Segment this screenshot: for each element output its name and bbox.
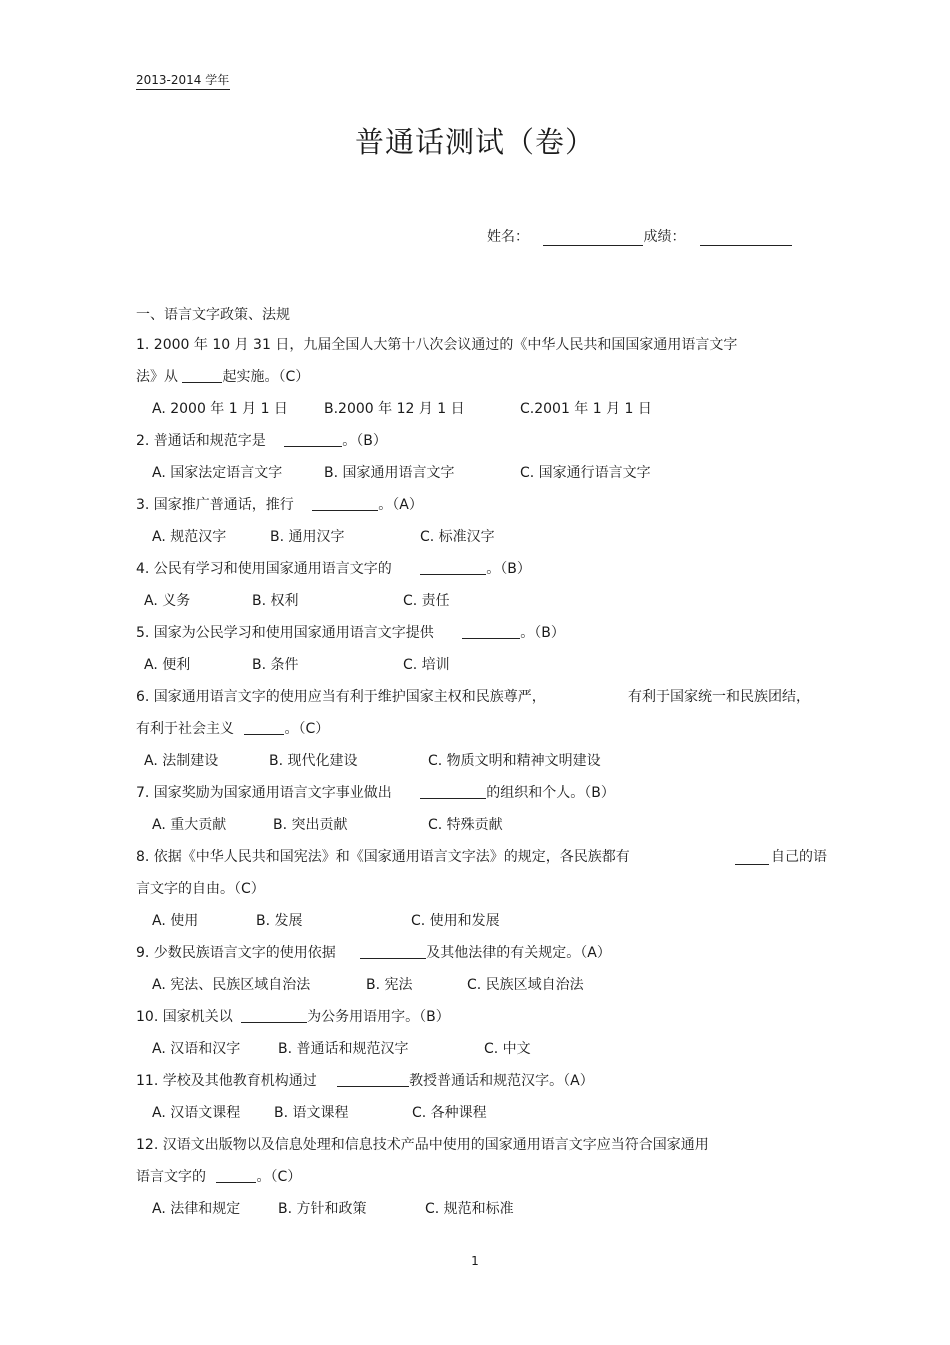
answer-key: 。（C） bbox=[284, 721, 330, 737]
question-text: 4. 公民有学习和使用国家通用语言文字的 bbox=[136, 561, 392, 577]
question-1-cont bbox=[0, 366, 950, 388]
question-text: 9. 少数民族语言文字的使用依据 bbox=[136, 945, 336, 961]
question-11-options bbox=[0, 1102, 950, 1124]
answer-blank[interactable] bbox=[462, 624, 520, 639]
question-9-options bbox=[0, 974, 950, 996]
option-b: B. 现代化建设 bbox=[269, 753, 358, 769]
question-text-cont: 有利于国家统一和民族团结， bbox=[628, 689, 810, 705]
option-c: C. 使用和发展 bbox=[411, 913, 500, 929]
answer-key: 。（B） bbox=[486, 561, 531, 577]
question-text: 语言文字的 bbox=[136, 1169, 206, 1185]
question-text: 10. 国家机关以 bbox=[136, 1009, 233, 1025]
option-a: A. 使用 bbox=[152, 913, 199, 929]
option-a: A. 宪法、民族区域自治法 bbox=[152, 977, 311, 993]
answer-blank[interactable] bbox=[182, 368, 222, 383]
question-text: 8. 依据《中华人民共和国宪法》和《国家通用语言文字法》的规定，各民族都有 bbox=[136, 849, 630, 865]
question-7-options bbox=[0, 814, 950, 836]
page-number: 1 bbox=[471, 1254, 479, 1268]
question-10 bbox=[0, 1006, 950, 1028]
question-5-options bbox=[0, 654, 950, 676]
option-b: B. 国家通用语言文字 bbox=[324, 465, 455, 481]
question-1-options bbox=[0, 398, 950, 420]
option-c: C. 中文 bbox=[484, 1041, 531, 1057]
answer-blank[interactable] bbox=[735, 850, 769, 865]
question-12-options bbox=[0, 1198, 950, 1220]
question-3-options bbox=[0, 526, 950, 548]
question-1 bbox=[0, 334, 950, 356]
option-c: C. 物质文明和精神文明建设 bbox=[428, 753, 601, 769]
answer-key: 。（B） bbox=[520, 625, 565, 641]
question-text: 5. 国家为公民学习和使用国家通用语言文字提供 bbox=[136, 625, 434, 641]
answer-blank[interactable] bbox=[216, 1168, 256, 1183]
score-field[interactable] bbox=[700, 231, 792, 246]
option-a: A. 重大贡献 bbox=[152, 817, 227, 833]
question-text: 7. 国家奖励为国家通用语言文字事业做出 bbox=[136, 785, 392, 801]
section-heading: 一、语言文字政策、法规 bbox=[136, 307, 290, 323]
question-11 bbox=[0, 1070, 950, 1092]
question-7 bbox=[0, 782, 950, 804]
question-4-options bbox=[0, 590, 950, 612]
answer-blank[interactable] bbox=[312, 496, 378, 511]
question-10-options bbox=[0, 1038, 950, 1060]
option-b: B. 条件 bbox=[252, 657, 299, 673]
page-title: 普通话测试（卷） bbox=[354, 125, 595, 159]
answer-key: 。（B） bbox=[342, 433, 387, 449]
option-a: A. 法律和规定 bbox=[152, 1201, 241, 1217]
question-6 bbox=[0, 686, 950, 708]
option-b: B. 权利 bbox=[252, 593, 299, 609]
question-4 bbox=[0, 558, 950, 580]
answer-key: 。（C） bbox=[256, 1169, 302, 1185]
answer-blank[interactable] bbox=[241, 1008, 307, 1023]
question-text: 11. 学校及其他教育机构通过 bbox=[136, 1073, 317, 1089]
question-6-options bbox=[0, 750, 950, 772]
question-text: 1. 2000 年 10 月 31 日，九届全国人大第十八次会议通过的《中华人民共和国国家通用语言文字 bbox=[136, 337, 738, 353]
school-year: 2013-2014 学年 bbox=[136, 71, 230, 90]
question-text: 2. 普通话和规范字是 bbox=[136, 433, 266, 449]
question-8-options bbox=[0, 910, 950, 932]
question-3 bbox=[0, 494, 950, 516]
question-9 bbox=[0, 942, 950, 964]
option-a: A. 义务 bbox=[144, 593, 191, 609]
option-a: A. 便利 bbox=[144, 657, 191, 673]
question-12 bbox=[0, 1134, 950, 1156]
answer-key: 起实施。（C） bbox=[222, 369, 310, 385]
question-text: 12. 汉语文出版物以及信息处理和信息技术产品中使用的国家通用语言文字应当符合国家通用 bbox=[136, 1137, 709, 1153]
question-12-cont bbox=[0, 1166, 950, 1188]
question-text-cont: 自己的语 bbox=[771, 849, 827, 865]
option-c: C. 各种课程 bbox=[412, 1105, 487, 1121]
question-2 bbox=[0, 430, 950, 452]
option-b: B.2000 年 12 月 1 日 bbox=[324, 401, 465, 417]
option-c: C. 标准汉字 bbox=[420, 529, 495, 545]
answer-blank[interactable] bbox=[360, 944, 426, 959]
answer-blank[interactable] bbox=[284, 432, 342, 447]
option-c: C. 培训 bbox=[403, 657, 450, 673]
option-a: A. 国家法定语言文字 bbox=[152, 465, 283, 481]
option-b: B. 发展 bbox=[256, 913, 303, 929]
question-text: 6. 国家通用语言文字的使用应当有利于维护国家主权和民族尊严， bbox=[136, 689, 546, 705]
question-text: 言文字的自由。（C） bbox=[136, 881, 265, 897]
name-label: 姓名： bbox=[487, 229, 529, 245]
answer-key: 教授普通话和规范汉字。（A） bbox=[409, 1073, 594, 1089]
option-c: C. 规范和标准 bbox=[425, 1201, 514, 1217]
option-b: B. 方针和政策 bbox=[278, 1201, 367, 1217]
answer-key: 为公务用语用字。（B） bbox=[307, 1009, 450, 1025]
option-a: A. 汉语和汉字 bbox=[152, 1041, 241, 1057]
option-b: B. 突出贡献 bbox=[273, 817, 348, 833]
question-2-options bbox=[0, 462, 950, 484]
answer-blank[interactable] bbox=[244, 720, 284, 735]
question-5 bbox=[0, 622, 950, 644]
option-c: C. 特殊贡献 bbox=[428, 817, 503, 833]
option-b: B. 通用汉字 bbox=[270, 529, 345, 545]
student-info bbox=[487, 226, 792, 246]
option-a: A. 2000 年 1 月 1 日 bbox=[152, 401, 288, 417]
option-c: C. 国家通行语言文字 bbox=[520, 465, 651, 481]
answer-key: 的组织和个人。（B） bbox=[486, 785, 615, 801]
answer-blank[interactable] bbox=[337, 1072, 409, 1087]
answer-blank[interactable] bbox=[420, 560, 486, 575]
question-text: 3. 国家推广普通话，推行 bbox=[136, 497, 294, 513]
option-c: C. 民族区域自治法 bbox=[467, 977, 584, 993]
option-b: B. 宪法 bbox=[366, 977, 413, 993]
question-8 bbox=[0, 846, 950, 868]
name-field[interactable] bbox=[543, 231, 643, 246]
answer-key: 及其他法律的有关规定。（A） bbox=[426, 945, 611, 961]
option-a: A. 规范汉字 bbox=[152, 529, 227, 545]
score-label: 成绩： bbox=[643, 229, 686, 245]
answer-blank[interactable] bbox=[420, 784, 486, 799]
option-c: C. 责任 bbox=[403, 593, 450, 609]
option-a: A. 汉语文课程 bbox=[152, 1105, 241, 1121]
option-b: B. 语文课程 bbox=[274, 1105, 349, 1121]
option-a: A. 法制建设 bbox=[144, 753, 219, 769]
question-text: 法》从 bbox=[136, 369, 178, 385]
question-text: 有利于社会主义 bbox=[136, 721, 234, 737]
option-c: C.2001 年 1 月 1 日 bbox=[520, 401, 652, 417]
answer-key: 。（A） bbox=[378, 497, 423, 513]
question-6-cont bbox=[0, 718, 950, 740]
option-b: B. 普通话和规范汉字 bbox=[278, 1041, 409, 1057]
question-8-cont bbox=[0, 878, 950, 900]
